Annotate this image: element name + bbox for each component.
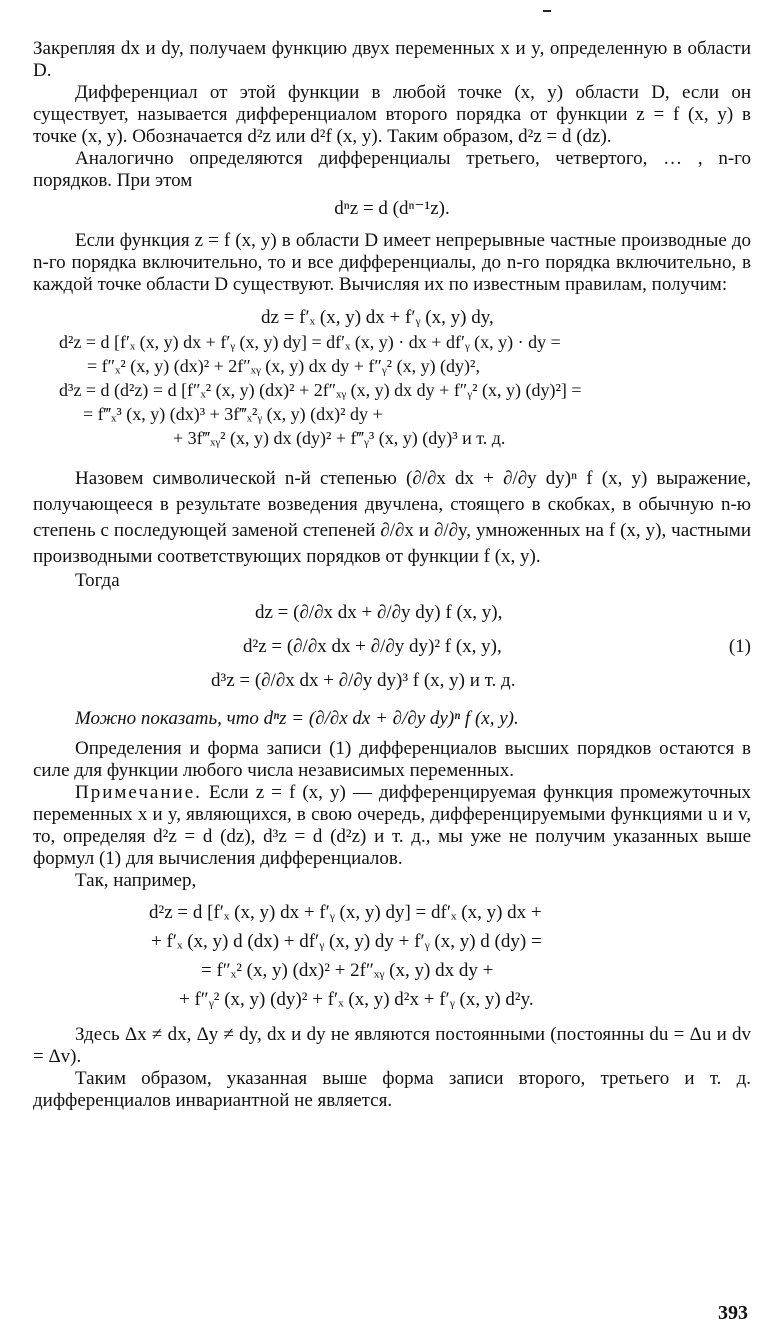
paragraph-7: Можно показать, что dⁿz = (∂/∂x dx + ∂/∂y dy)ⁿ f (x, y).: [75, 708, 519, 729]
calc-block: [33, 306, 751, 450]
paragraph-4: Если функция z = f (x, y) в области D имеет непрерывные частные производные до n-го порядка включительно, то и все дифференциалы, до n-го порядка включительно, в каждой точке области D существуют. Вычисляя их по известным правилам, получим:: [33, 230, 751, 295]
eq1-line-3: d³z = (∂/∂x dx + ∂/∂y dy)³ f (x, y) и т. д.: [211, 670, 516, 691]
calc-line-4: d³z = d (d²z) = d [f″ₓ² (x, y) (dx)² + 2f″ₓᵧ (x, y) dx dy + f″ᵧ² (x, y) (dy)²] =: [59, 380, 582, 400]
calc-line-3: = f″ₓ² (x, y) (dx)² + 2f″ₓᵧ (x, y) dx dy + f″ᵧ² (x, y) (dy)²,: [87, 356, 480, 376]
paragraph-2: Дифференциал от этой функции в любой точке (x, y) области D, если он существует, называется дифференциалом второго порядка от функции z = f (x, y) в точке (x, y). Обозначается d²z или d²f (x, y). Таким образом, d²z = d (dz).: [33, 82, 751, 147]
calc-line-2: d²z = d [f′ₓ (x, y) dx + f′ᵧ (x, y) dy] = df′ₓ (x, y) · dx + df′ᵧ (x, y) · dy =: [59, 332, 561, 352]
ex-line-4: + f″ᵧ² (x, y) (dy)² + f′ₓ (x, y) d²x + f′ᵧ (x, y) d²y.: [179, 989, 534, 1010]
calc-line-5: = f‴ₓ³ (x, y) (dx)³ + 3f‴ₓ²ᵧ (x, y) (dx)² dy +: [83, 404, 383, 424]
formula-dn: dⁿz = d (dⁿ⁻¹z).: [334, 198, 450, 219]
equation-number: (1): [728, 636, 751, 657]
calc-line-6: + 3f‴ₓᵧ² (x, y) dx (dy)² + f‴ᵧ³ (x, y) (dy)³ и т. д.: [173, 428, 506, 448]
paragraph-9: [33, 782, 751, 870]
paragraph-6: Тогда: [75, 570, 120, 591]
calc-line-1: dz = f′ₓ (x, y) dx + f′ᵧ (x, y) dy,: [261, 307, 494, 328]
example-block: [33, 898, 751, 1014]
paragraph-12: Таким образом, указанная выше форма записи второго, третьего и т. д. дифференциалов инвариантной не является.: [33, 1068, 751, 1111]
note-label: Примечание.: [75, 782, 202, 803]
ex-line-1: d²z = d [f′ₓ (x, y) dx + f′ᵧ (x, y) dy] = df′ₓ (x, y) dx +: [149, 902, 542, 923]
page-number: 393: [718, 1302, 748, 1324]
note-text: Если z = f (x, y) — дифференцируемая функция промежуточных переменных x и y, являющихся, в свою очередь, дифференцируемыми функциями u и v, то, определяя d²z = d (dz), d³z = d (d²z) и т. д., мы уже не получим указанных выше формул (1) для вычисления дифференциалов.: [33, 782, 751, 869]
paragraph-3: Аналогично определяются дифференциалы третьего, четвертого, … , n-го порядков. При этом: [33, 148, 751, 191]
paragraph-11: Здесь Δx ≠ dx, Δy ≠ dy, dx и dy не являются постоянными (постоянны du = Δu и dv = Δv).: [33, 1024, 751, 1067]
paragraph-1: Закрепляя dx и dy, получаем функцию двух переменных x и y, определенную в области D.: [33, 38, 751, 81]
equation-1-block: [33, 598, 751, 696]
paragraph-10: Так, например,: [75, 870, 197, 891]
eq1-line-1: dz = (∂/∂x dx + ∂/∂y dy) f (x, y),: [255, 602, 503, 623]
text-column: [33, 38, 751, 1112]
paragraph-8: Определения и форма записи (1) дифференциалов высших порядков остаются в силе для функции любого числа независимых переменных.: [33, 738, 751, 781]
scan-mark: [543, 10, 551, 12]
ex-line-2: + f′ₓ (x, y) d (dx) + df′ᵧ (x, y) dy + f′ᵧ (x, y) d (dy) =: [151, 931, 542, 952]
ex-line-3: = f″ₓ² (x, y) (dx)² + 2f″ₓᵧ (x, y) dx dy +: [201, 960, 494, 981]
paragraph-5: Назовем символической n-й степенью (∂/∂x dx + ∂/∂y dy)ⁿ f (x, y) выражение, получающееся в результате возведения двучлена, стоящего в скобках, в обычную n-ю степень с последующей заменой степеней ∂/∂x и ∂/∂y, умноженных на f (x, y), частными производными соответствующих порядков от функции f (x, y).: [33, 468, 751, 567]
eq1-line-2: d²z = (∂/∂x dx + ∂/∂y dy)² f (x, y),: [243, 636, 502, 657]
